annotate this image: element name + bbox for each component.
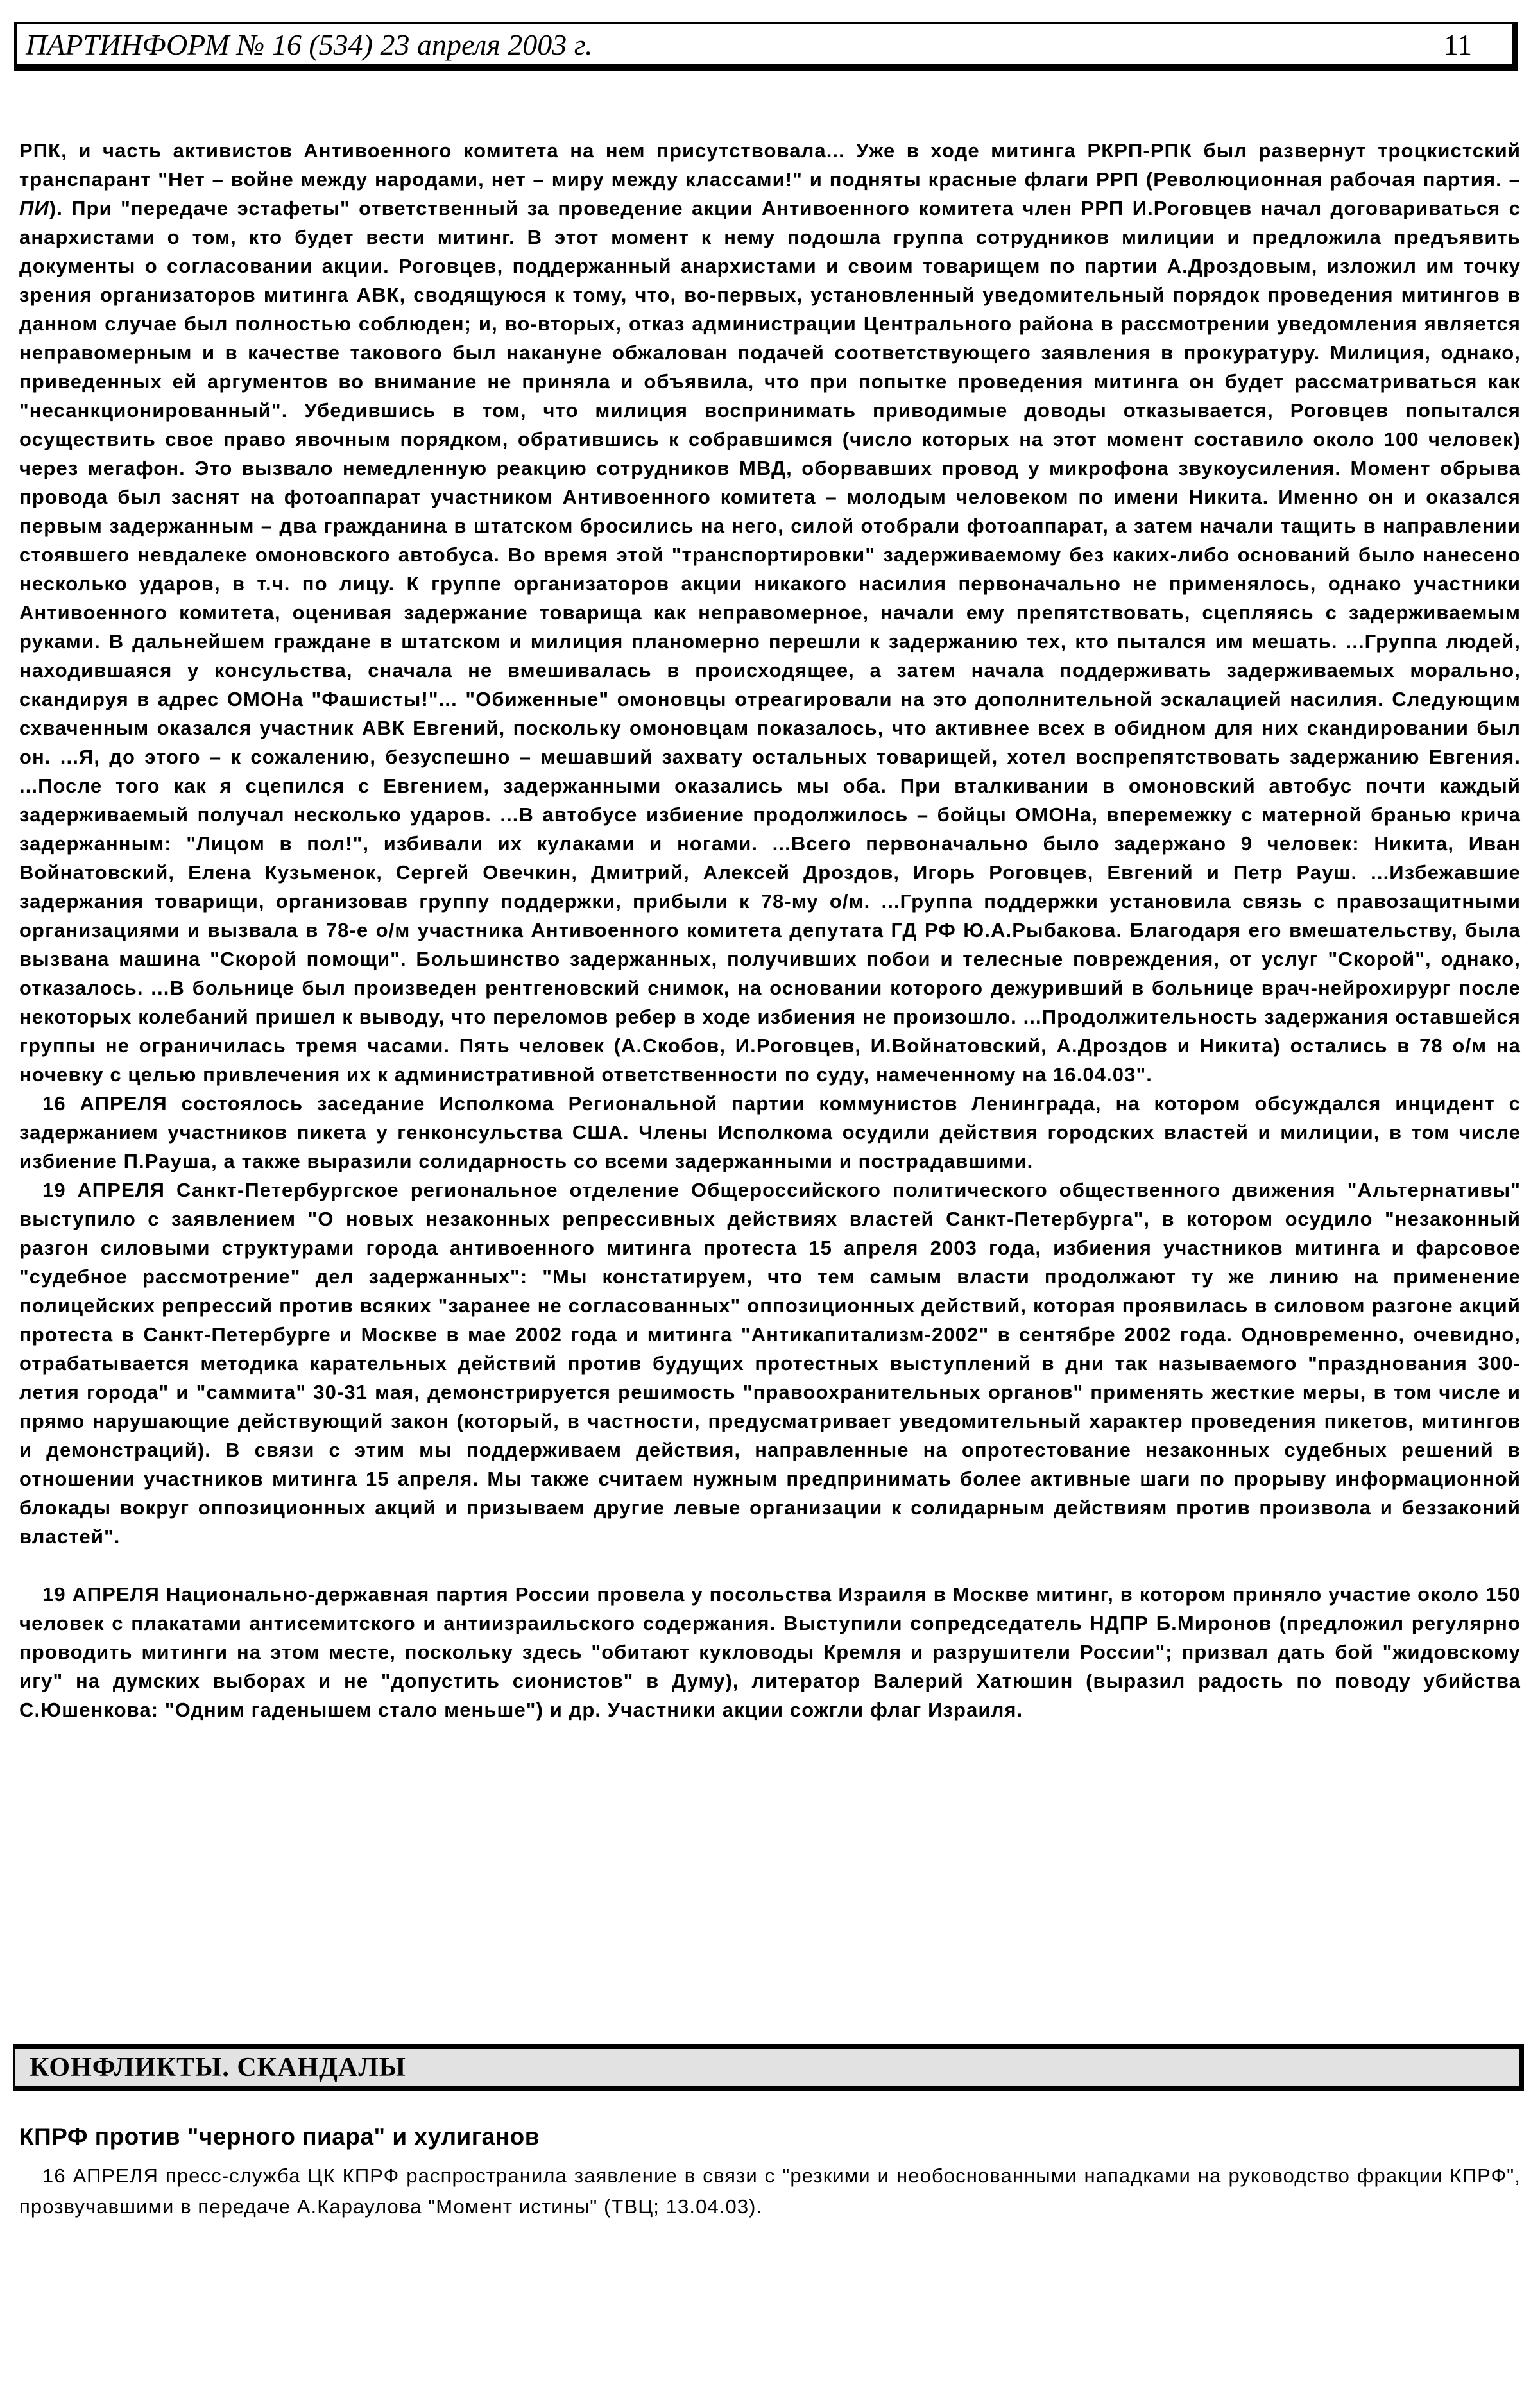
page-number: 11 — [1443, 28, 1472, 61]
section-header-title: КОНФЛИКТЫ. СКАНДАЛЫ — [30, 2053, 406, 2082]
paragraph-continuation-text-1: РПК, и часть активистов Антивоенного комитета на нем присутствовала... Уже в ходе митинга РКРП-РПК был развернут троцкистский транспарант "Нет – войне между народами, нет – миру между классами!" и подняты красные флаги РРП (Революционная рабочая партия. – — [19, 139, 1521, 191]
paragraph-kprf-statement: 16 АПРЕЛЯ пресс-служба ЦК КПРФ распространила заявление в связи с "резкими и необоснованными нападками на руководство фракции КПРФ", прозвучавшими в передаче А.Караулова "Момент истины" (ТВЦ; 13.04.03). — [19, 2164, 1521, 2218]
masthead — [14, 22, 1518, 71]
section-header-bar — [13, 2044, 1524, 2091]
body-content — [19, 136, 1521, 1724]
paragraph-19-april-alternativy: 19 АПРЕЛЯ Санкт-Петербургское региональное отделение Общероссийского политического общественного движения "Альтернативы" выступило с заявлением "О новых незаконных репрессивных действиях властей Санкт-Петербурга", в котором осудило "незаконный разгон силовыми структурами города антивоенного митинга протеста 15 апреля 2003 года, избиения участников митинга и фарсовое "судебное рассмотрение" дел задержанных": "Мы констатируем, что тем самым власти продолжают ту же линию на применение полицейских репрессий против всяких "заранее не согласованных" оппозиционных действий, которая проявилась в силовом разгоне акций протеста в Санкт-Петербурге и Москве в мае 2002 года и митинга "Антикапитализм-2002" в сентябре 2002 года. Одновременно, очевидно, отрабатывается методика карательных действий против будущих протестных выступлений в дни так называемого "празднования 300-летия города" и "саммита" 30-31 мая, демонстрируется решимость "правоохранительных органов" применять жесткие меры, в том числе и прямо нарушающие действующий закон (который, в частности, предусматривает уведомительный характер проведения пикетов, митингов и демонстраций). В связи с этим мы поддерживаем действия, направленные на опротестование незаконных судебных решений в отношении участников митинга 15 апреля. Мы также считаем нужным предпринимать более активные шаги по прорыву информационной блокады вокруг оппозиционных акций и призываем другие левые организации к солидарным действиям против произвола и беззаконий властей". — [19, 1179, 1521, 1548]
paragraph-continuation — [19, 136, 1521, 1089]
masthead-title: ПАРТИНФОРМ № 16 (534) 23 апреля 2003 г. — [26, 28, 593, 61]
publication-abbreviation: ПИ — [19, 197, 49, 219]
conflicts-section — [0, 2044, 1540, 2222]
paragraph-16-april-ispolkom: 16 АПРЕЛЯ состоялось заседание Исполкома Региональной партии коммунистов Ленинграда, на котором обсуждался инцидент с задержанием участников пикета у генконсульства США. Члены Исполкома осудили действия городских властей и милиции, в том числе избиение П.Рауша, а также выразили солидарность со всеми задержанными и пострадавшими. — [19, 1092, 1521, 1172]
paragraph-continuation-text-2: ). При "передаче эстафеты" ответственный за проведение акции Антивоенного комитета член РРП И.Роговцев начал договариваться с анархистами о том, кто будет вести митинг. В этот момент к нему подошла группа сотрудников милиции и предложила предъявить документы о согласовании акции. Роговцев, поддержанный анархистами и своим товарищем по партии А.Дроздовым, изложил им точку зрения организаторов митинга АВК, сводящуюся к тому, что, во-первых, установленный уведомительный порядок проведения митингов в данном случае был полностью соблюден; и, во-вторых, отказ администрации Центрального района в рассмотрении уведомления является неправомерным и в качестве такового был накануне обжалован подачей соответствующего заявления в прокуратуру. Милиция, однако, приведенных ей аргументов во внимание не приняла и объявила, что при попытке проведения митинга он будет рассматриваться как "несанкционированный". Убедившись в том, что милиция воспринимать приводимые доводы отказывается, Роговцев попытался осуществить свое право явочным порядком, обратившись к собравшимся (число которых на этот момент составило около 100 человек) через мегафон. Это вызвало немедленную реакцию сотрудников МВД, оборвавших провод у микрофона звукоусиления. Момент обрыва провода был заснят на фотоаппарат участником Антивоенного комитета – молодым человеком по имени Никита. Именно он и оказался первым задержанным – два гражданина в штатском бросились на него, силой отобрали фотоаппарат, а затем начали тащить в направлении стоявшего невдалеке омоновского автобуса. Во время этой "транспортировки" задерживаемому без каких-либо оснований было нанесено несколько ударов, в т.ч. по лицу. К группе организаторов акции никакого насилия первоначально не применялось, однако участники Антивоенного комитета, оценивая задержание товарища как неправомерное, начали ему препятствовать, сцепляясь с задерживаемым руками. В дальнейшем граждане в штатском и милиция планомерно перешли к задержанию тех, кто пытался им мешать. ...Группа людей, находившаяся у консульства, сначала не вмешивалась в происходящее, а затем начала поддерживать задерживаемых морально, скандируя в адрес ОМОНа "Фашисты!"... "Обиженные" омоновцы отреагировали на это дополнительной эскалацией насилия. Следующим схваченным оказался участник АВК Евгений, поскольку омоновцам показалось, что активнее всех в обидном для них скандировании был он. ...Я, до этого – к сожалению, безуспешно – мешавший захвату остальных товарищей, хотел воспрепятствовать задержанию Евгения. ...После того как я сцепился с Евгением, задержанными оказались мы оба. При вталкивании в омоновский автобус почти каждый задерживаемый получал несколько ударов. ...В автобусе избиение продолжилось – бойцы ОМОНа, вперемежку с матерной бранью крича задержанным: "Лицом в пол!", избивали их кулаками и ногами. ...Всего первоначально было задержано 9 человек: Никита, Иван Войнатовский, Елена Кузьменок, Сергей Овечкин, Дмитрий, Алексей Дроздов, Игорь Роговцев, Евгений и Петр Рауш. ...Избежавшие задержания товарищи, организовав группу поддержки, прибыли к 78-му о/м. ...Группа поддержки установила связь с правозащитными организациями и вызвала в 78-е о/м участника Антивоенного комитета депутата ГД РФ Ю.А.Рыбакова. Благодаря его вмешательству, была вызвана машина "Скорой помощи". Большинство задержанных, получивших побои и телесные повреждения, от услуг "Скорой", однако, отказалось. ...В больнице был произведен рентгеновский снимок, на основании которого дежуривший в больнице врач-нейрохирург после некоторых колебаний пришел к выводу, что переломов ребер в ходе избиения не произошло. ...Продолжительность задержания оставшейся группы не ограничилась тремя часами. Пять человек (А.Скобов, И.Роговцев, И.Войнатовский, А.Дроздов и Никита) остались в 78 о/м на ночевку с целью привлечения их к административной ответственности по суду, намеченному на 16.04.03". — [19, 197, 1521, 1086]
article-heading: КПРФ против "черного пиара" и хулиганов — [19, 2123, 540, 2150]
paragraph-19-april-ndpr: 19 АПРЕЛЯ Национально-державная партия России провела у посольства Израиля в Москве митинг, в котором приняло участие около 150 человек с плакатами антисемитского и антиизраильского содержания. Выступили сопредседатель НДПР Б.Миронов (предложил регулярно проводить митинги на этом месте, поскольку здесь "обитают кукловоды Кремля и разрушители России"; призвал дать бой "жидовскому игу" на думских выборах и не "допустить сионистов" в Думу), литератор Валерий Хатюшин (выразил радость по поводу убийства С.Юшенкова: "Одним гаденышем стало меньше") и др. Участники акции сожгли флаг Израиля. — [19, 1583, 1521, 1721]
